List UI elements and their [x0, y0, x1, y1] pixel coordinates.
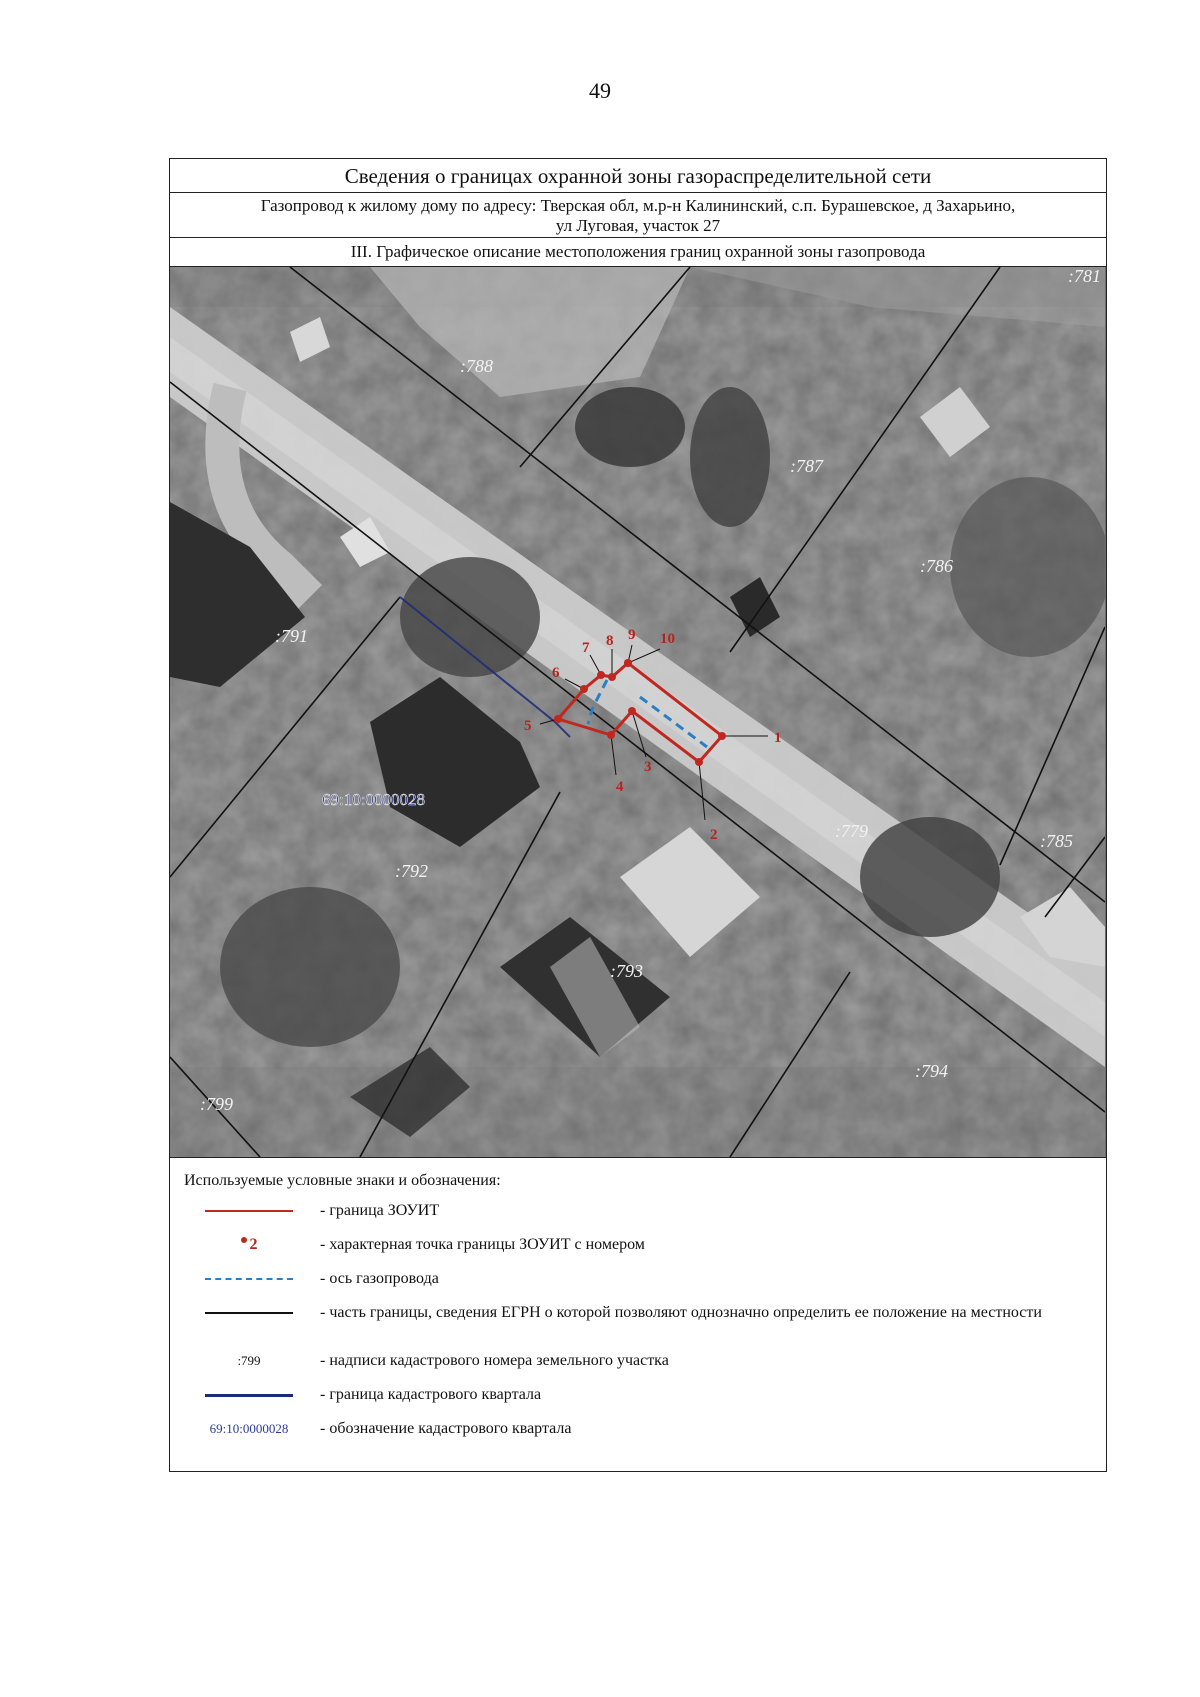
zone-point-number: 7	[582, 640, 590, 656]
parcel-label: :791	[275, 626, 308, 646]
zone-point-marker	[597, 671, 605, 679]
zone-point-number: 6	[552, 665, 560, 681]
section-title: III. Графическое описание местоположения границ охранной зоны газопровода	[170, 238, 1106, 267]
tree-clump	[575, 387, 685, 467]
legend-item-quarter-label: 69:10:0000028 - обозначение кадастрового квартала	[184, 1418, 1106, 1452]
plan-title: Сведения о границах охранной зоны газораспределительной сети	[170, 159, 1106, 193]
legend-item-zone-point: 2 - характерная точка границы ЗОУИТ с номером	[184, 1234, 1106, 1268]
zone-point-marker	[580, 685, 588, 693]
map-canvas	[170, 267, 1105, 1157]
red-point-symbol: 2	[184, 1234, 314, 1256]
page-number: 49	[589, 78, 611, 103]
legend-item-zone-boundary: - граница ЗОУИТ	[184, 1200, 1106, 1234]
tree-clump	[950, 477, 1105, 657]
zone-point-marker	[554, 715, 562, 723]
parcel-label: :799	[200, 1094, 233, 1114]
quarter-label-sample: 69:10:0000028	[209, 1421, 289, 1436]
parcel-label: :792	[395, 861, 428, 881]
zone-point-number: 1	[774, 730, 782, 746]
zone-point-number: 9	[628, 627, 636, 643]
parcel-label-sample: :799	[237, 1353, 261, 1368]
object-address-line1: Газопровод к жилому дому по адресу: Тверская обл, м.р-н Калининский, с.п. Бурашевское, д Захарьино,	[260, 196, 1016, 215]
tree-clump	[860, 817, 1000, 937]
object-address-line2: ул Луговая, участок 27	[555, 216, 721, 235]
parcel-label: :786	[920, 556, 953, 576]
aerial-map[interactable]	[170, 267, 1106, 1158]
object-description	[170, 193, 1106, 238]
plan-frame	[169, 158, 1107, 1472]
blue-dashed-line-symbol	[184, 1268, 314, 1290]
legend-item-quarter-boundary: - граница кадастрового квартала	[184, 1384, 1106, 1418]
parcel-label: :788	[460, 356, 493, 376]
legend	[170, 1158, 1106, 1452]
legend-item-parcel-label: :799 - надписи кадастрового номера земельного участка	[184, 1350, 1106, 1384]
parcel-label: :781	[1068, 267, 1101, 286]
zone-point-number: 4	[616, 779, 624, 795]
quarter-label: 69:10:0000028	[322, 790, 425, 809]
tree-clump	[690, 387, 770, 527]
zone-point-marker	[718, 732, 726, 740]
parcel-label: :793	[610, 961, 643, 981]
black-line-symbol	[184, 1302, 314, 1324]
zone-point-marker	[608, 673, 616, 681]
legend-item-parcel-boundary: - часть границы, сведения ЕГРН о которой позволяют однозначно определить ее положение на местности	[184, 1302, 1106, 1350]
zone-point-marker	[624, 659, 632, 667]
zone-point-number: 10	[660, 631, 675, 647]
zone-point-number: 5	[524, 718, 532, 734]
legend-heading: Используемые условные знаки и обозначения:	[184, 1172, 501, 1189]
parcel-label: :787	[790, 456, 823, 476]
tree-clump	[220, 887, 400, 1047]
zone-point-marker	[607, 731, 615, 739]
legend-item-gas-axis: - ось газопровода	[184, 1268, 1106, 1302]
zone-point-number: 2	[710, 827, 718, 843]
zone-point-number: 8	[606, 633, 614, 649]
zone-point-marker	[695, 758, 703, 766]
navy-line-symbol	[184, 1384, 314, 1406]
red-line-symbol	[184, 1200, 314, 1222]
parcel-label: :779	[835, 821, 868, 841]
parcel-label: :785	[1040, 831, 1073, 851]
zone-point-number: 3	[644, 759, 652, 775]
zone-point-marker	[628, 707, 636, 715]
parcel-label: :794	[915, 1061, 948, 1081]
